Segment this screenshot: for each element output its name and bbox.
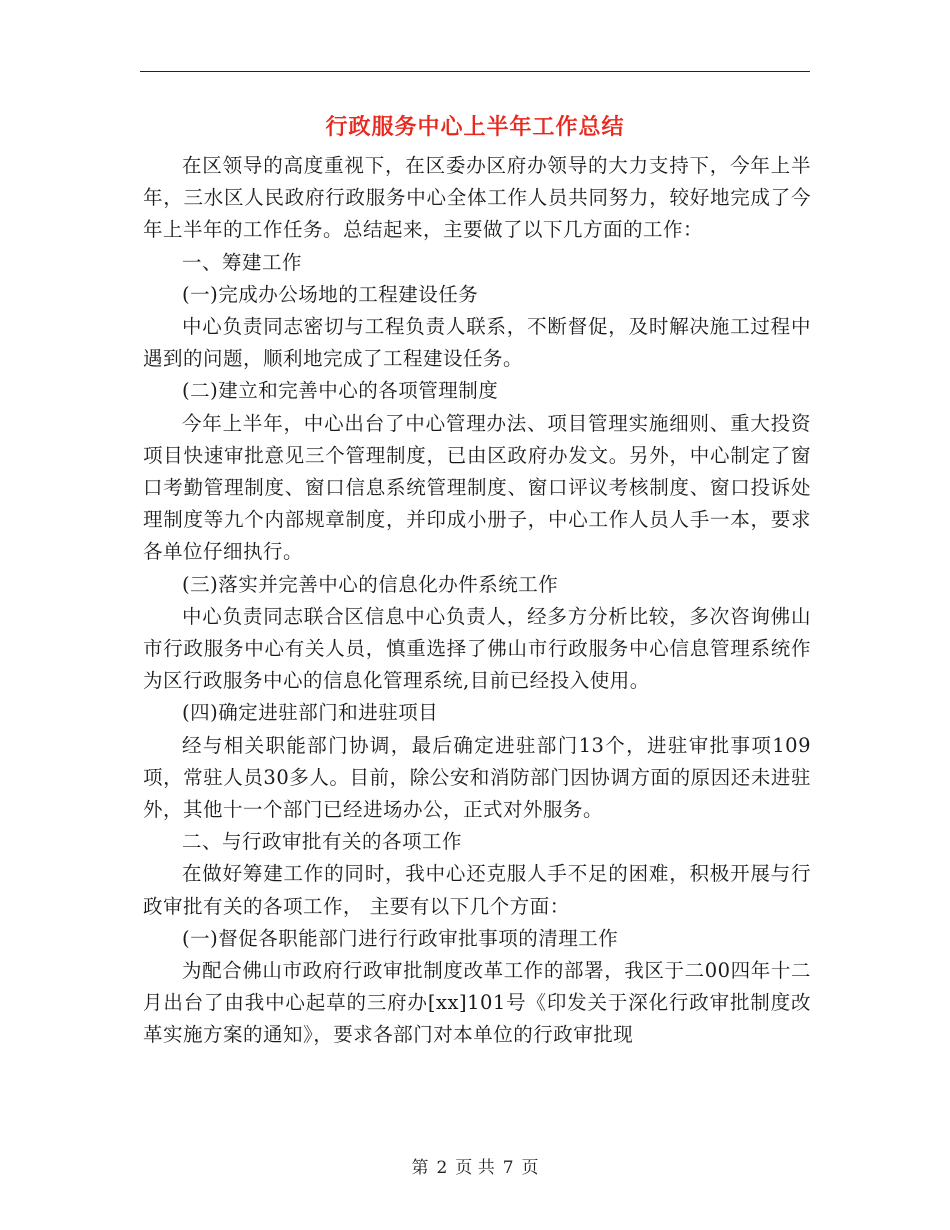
paragraph: 中心负责同志联合区信息中心负责人，经多方分析比较，多次咨询佛山市行政服务中心有关人员，慎重选择了佛山市行政服务中心信息管理系统作为区行政服务中心的信息化管理系统,目前已经投入使用。 xyxy=(143,604,811,693)
paragraph: 在做好筹建工作的同时，我中心还克服人手不足的困难，积极开展与行政审批有关的各项工作， 主要有以下几个方面： xyxy=(143,862,811,918)
paragraph: 经与相关职能部门协调，最后确定进驻部门13个，进驻审批事项109项，常驻人员30多人。目前，除公安和消防部门因协调方面的原因还未进驻外，其他十一个部门已经进场办公，正式对外服务。 xyxy=(143,733,811,822)
section-heading: 二、与行政审批有关的各项工作 xyxy=(182,830,463,854)
footer-prefix: 第 xyxy=(411,1158,429,1178)
footer-middle: 页 共 xyxy=(455,1158,495,1178)
footer-suffix: 页 xyxy=(521,1158,539,1178)
subsection-heading: (四)确定进驻部门和进驻项目 xyxy=(182,701,439,725)
document-body xyxy=(143,150,811,1052)
page-footer xyxy=(0,1153,950,1178)
paragraph: 中心负责同志密切与工程负责人联系，不断督促，及时解决施工过程中遇到的问题，顺利地完成了工程建设任务。 xyxy=(143,315,811,371)
subsection-heading: (一)完成办公场地的工程建设任务 xyxy=(182,282,479,306)
paragraph: 为配合佛山市政府行政审批制度改革工作的部署，我区于二00四年十二月出台了由我中心起草的三府办[xx]101号《印发关于深化行政审批制度改革实施方案的通知》，要求各部门对本单位的行政审批现 xyxy=(143,959,811,1047)
section-heading: 一、筹建工作 xyxy=(182,250,303,274)
page-number: 2 xyxy=(436,1158,448,1178)
header-rule xyxy=(140,71,810,72)
paragraph: 今年上半年，中心出台了中心管理办法、项目管理实施细则、重大投资项目快速审批意见三个管理制度，已由区政府办发文。另外，中心制定了窗口考勤管理制度、窗口信息系统管理制度、窗口评议考核制度、窗口投诉处理制度等九个内部规章制度，并印成小册子，中心工作人员人手一本，要求各单位仔细执行。 xyxy=(143,411,811,564)
subsection-heading: (三)落实并完善中心的信息化办件系统工作 xyxy=(182,572,559,596)
page-total: 7 xyxy=(502,1158,514,1178)
document-title: 行政服务中心上半年工作总结 xyxy=(325,115,625,140)
paragraph: 在区领导的高度重视下，在区委办区府办领导的大力支持下，今年上半年，三水区人民政府行政服务中心全体工作人员共同努力，较好地完成了今年上半年的工作任务。总结起来，主要做了以下几方面的工作： xyxy=(143,154,811,242)
subsection-heading: (一)督促各职能部门进行行政审批事项的清理工作 xyxy=(182,926,619,950)
subsection-heading: (二)建立和完善中心的各项管理制度 xyxy=(182,379,499,403)
